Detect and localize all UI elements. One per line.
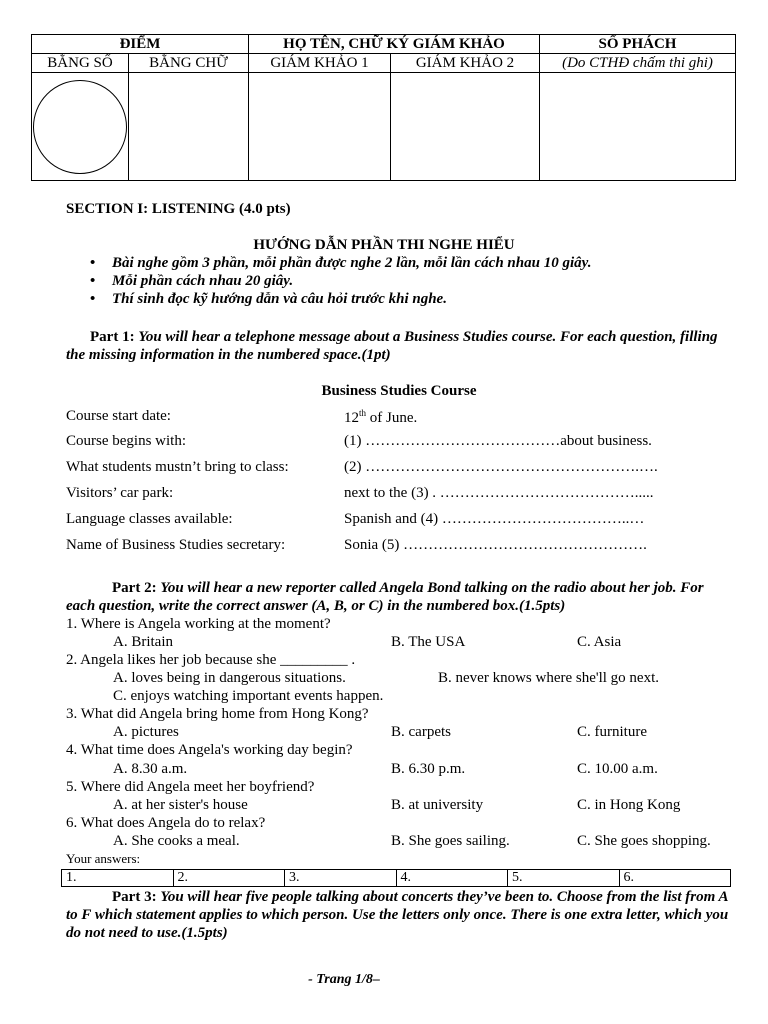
part1-instructions: [66, 328, 736, 364]
guide-bullets: [88, 254, 591, 308]
bang-so-label: BẰNG SỐ: [32, 54, 129, 73]
option[interactable]: A. loves being in dangerous situations.: [113, 670, 346, 686]
part3-instructions: [66, 888, 736, 942]
guide-title: HƯỚNG DẪN PHẦN THI NGHE HIỂU: [253, 237, 515, 253]
answer-boxes: [61, 869, 731, 887]
option[interactable]: B. She goes sailing.: [391, 833, 510, 849]
answer-box[interactable]: 2.: [173, 870, 285, 887]
guide-bullet: • Bài nghe gồm 3 phần, mỗi phần được nghe 2 lần, mỗi lần cách nhau 10 giây.: [88, 254, 591, 272]
option[interactable]: A. She cooks a meal.: [113, 833, 240, 849]
bang-chu-label: BẰNG CHỮ: [129, 54, 249, 73]
option[interactable]: C. in Hong Kong: [577, 797, 681, 813]
option[interactable]: B. 6.30 p.m.: [391, 761, 466, 777]
question-3: 3. What did Angela bring home from Hong Kong?: [66, 706, 369, 722]
option[interactable]: B. at university: [391, 797, 484, 813]
option[interactable]: C. furniture: [577, 724, 647, 740]
row-label: Course start date:: [66, 408, 171, 424]
option[interactable]: B. The USA: [391, 634, 466, 650]
answer-box[interactable]: 4.: [396, 870, 508, 887]
so-phach-cell[interactable]: [540, 73, 736, 181]
blank-4[interactable]: Spanish and (4) ………………………………..…: [344, 511, 645, 527]
option[interactable]: B. carpets: [391, 724, 451, 740]
option[interactable]: C. 10.00 a.m.: [577, 761, 658, 777]
examiner-2-label: GIÁM KHẢO 2: [391, 54, 540, 73]
so-phach-header: SỐ PHÁCH: [540, 35, 736, 54]
examiner-1-label: GIÁM KHẢO 1: [249, 54, 391, 73]
examiner-1-cell[interactable]: [249, 73, 391, 181]
option[interactable]: A. 8.30 a.m.: [113, 761, 188, 777]
grading-header-table: [31, 34, 736, 181]
part3-label: Part 3:: [112, 889, 157, 905]
blank-3[interactable]: next to the (3) . ………………………………….....: [344, 485, 654, 501]
blank-2[interactable]: (2) ……………………………………………….….: [344, 459, 658, 475]
examiner-header: HỌ TÊN, CHỮ KÝ GIÁM KHẢO: [249, 35, 540, 54]
examiner-2-cell[interactable]: [391, 73, 540, 181]
row-label: Name of Business Studies secretary:: [66, 537, 286, 553]
blank-5[interactable]: Sonia (5) ………………………………………….: [344, 537, 647, 553]
question-2: 2. Angela likes her job because she _________ .: [66, 652, 356, 668]
part2-label: Part 2:: [112, 580, 157, 596]
option[interactable]: A. Britain: [113, 634, 173, 650]
answer-box[interactable]: 5.: [508, 870, 620, 887]
answer-box[interactable]: 3.: [285, 870, 397, 887]
blank-1[interactable]: (1) …………………………………about business.: [344, 433, 652, 449]
option[interactable]: C. enjoys watching important events happen.: [113, 688, 384, 704]
your-answers-label: Your answers:: [66, 851, 141, 866]
guide-bullet: • Mỗi phần cách nhau 20 giây.: [88, 272, 591, 290]
part1-label: Part 1:: [90, 329, 135, 345]
answer-box[interactable]: 6.: [619, 870, 731, 887]
score-circle: [33, 80, 127, 174]
question-4: 4. What time does Angela's working day begin?: [66, 742, 353, 758]
guide-bullet: • Thí sinh đọc kỹ hướng dẫn và câu hỏi trước khi nghe.: [88, 290, 591, 308]
start-date-value: 12th of June.: [344, 408, 418, 426]
option[interactable]: A. at her sister's house: [113, 797, 248, 813]
score-words-cell[interactable]: [129, 73, 249, 181]
cthd-note: (Do CTHĐ chấm thi ghi): [540, 54, 736, 73]
answer-box[interactable]: 1.: [62, 870, 174, 887]
part2-text: You will hear a new reporter called Angela Bond talking on the radio about her job. For each question, write the correct answer (A, B, or C) in the numbered box.(1.5pts): [66, 580, 704, 614]
diem-header: ĐIỂM: [32, 35, 249, 54]
part2-instructions: [66, 579, 736, 615]
row-label: Visitors’ car park:: [66, 485, 174, 501]
part3-text: You will hear five people talking about concerts they’ve been to. Choose from the list from A to F which statement applies to which person. Use the letters only once. There is one extra letter, which you do not need to use.(1.5pts): [66, 889, 729, 941]
score-number-cell[interactable]: [32, 73, 129, 181]
section-title: SECTION I: LISTENING (4.0 pts): [66, 201, 291, 217]
option[interactable]: C. She goes shopping.: [577, 833, 711, 849]
question-5: 5. Where did Angela meet her boyfriend?: [66, 779, 315, 795]
option[interactable]: A. pictures: [113, 724, 179, 740]
page-footer: - Trang 1/8–: [308, 972, 380, 987]
row-label: Course begins with:: [66, 433, 186, 449]
part1-text: You will hear a telephone message about a Business Studies course. For each question, filling the missing information in the numbered space.(1pt): [66, 329, 718, 363]
option[interactable]: B. never knows where she'll go next.: [438, 670, 659, 686]
question-6: 6. What does Angela do to relax?: [66, 815, 266, 831]
course-title: Business Studies Course: [321, 383, 477, 399]
row-label: Language classes available:: [66, 511, 233, 527]
row-label: What students mustn’t bring to class:: [66, 459, 289, 475]
option[interactable]: C. Asia: [577, 634, 622, 650]
question-1: 1. Where is Angela working at the moment?: [66, 616, 331, 632]
